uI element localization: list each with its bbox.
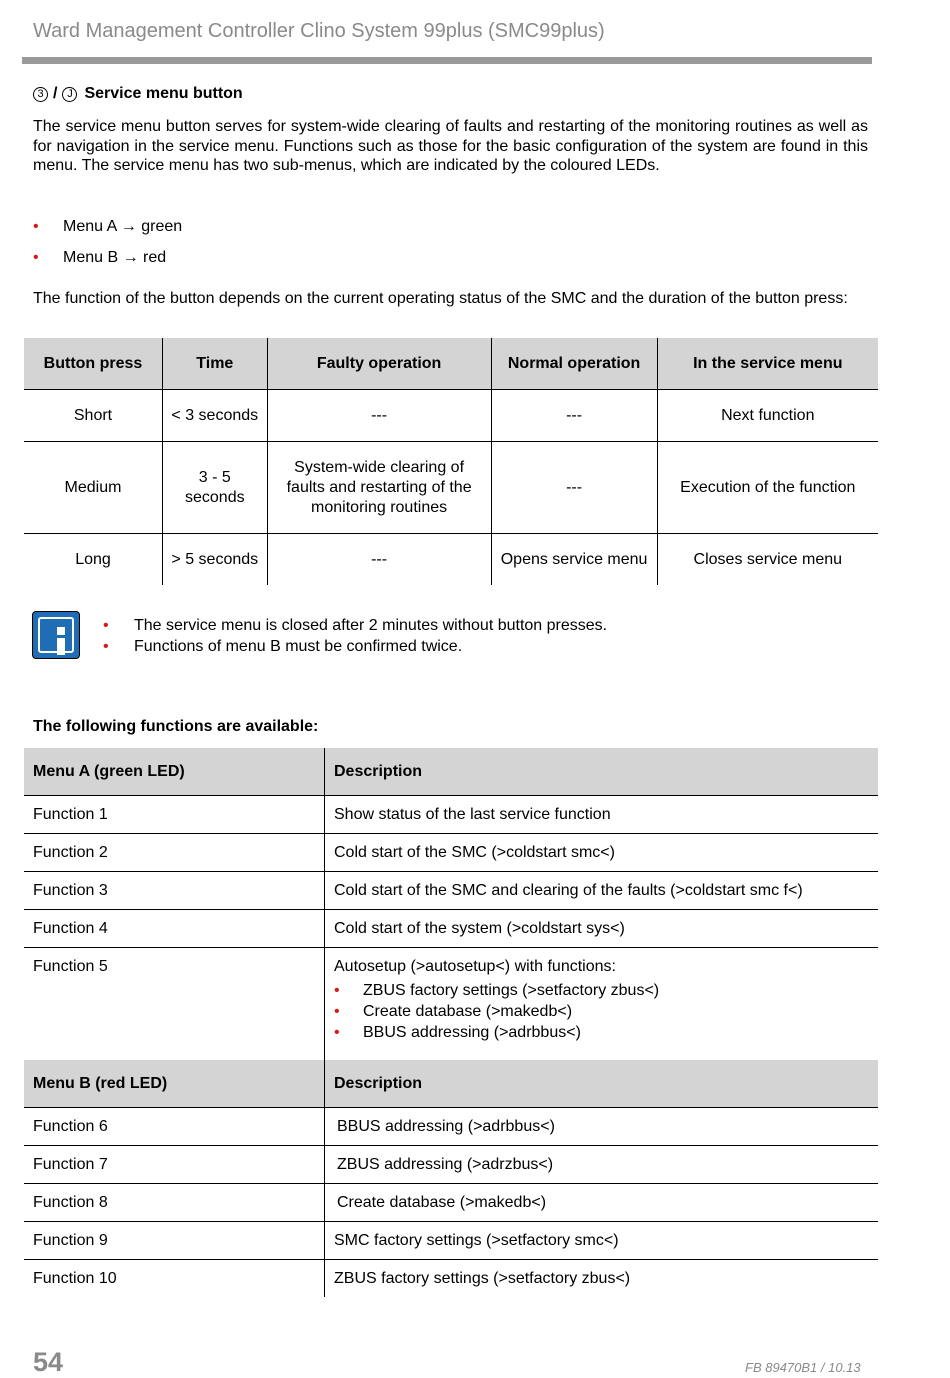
menu-b-bullet: • Menu B → red [33, 248, 182, 279]
function-description: BBUS addressing (>adrbbus<) [325, 1108, 879, 1146]
menu-a-bullet: • Menu A → green [33, 217, 182, 248]
header-service-menu: In the service menu [657, 338, 878, 390]
cell: Next function [657, 390, 878, 442]
cell: < 3 seconds [163, 390, 268, 442]
cell: 3 - 5 seconds [163, 442, 268, 534]
info-icon [32, 611, 80, 659]
table-row [24, 1108, 878, 1146]
table-header-row [24, 338, 878, 390]
header-time: Time [163, 338, 268, 390]
circled-marker-j: J [62, 87, 77, 102]
function-name: Function 1 [24, 796, 325, 834]
functions-table [24, 748, 878, 1297]
function-name: Function 8 [24, 1184, 325, 1222]
table-row [24, 1260, 878, 1298]
page-number: 54 [33, 1347, 64, 1377]
function-name: Function 2 [24, 834, 325, 872]
function-name: Function 10 [24, 1260, 325, 1298]
autosetup-description: Autosetup (>autosetup<) with functions: [334, 958, 616, 975]
function-name: Function 3 [24, 872, 325, 910]
header-faulty-operation: Faulty operation [267, 338, 491, 390]
function-paragraph: The function of the button depends on the current operating status of the SMC and the duration of the button press: [33, 290, 848, 307]
table-row [24, 534, 878, 586]
function-name: Function 5 [24, 948, 325, 1061]
cell: > 5 seconds [163, 534, 268, 586]
cell: Opens service menu [491, 534, 657, 586]
menu-b-header-row [24, 1060, 878, 1108]
cell: Closes service menu [657, 534, 878, 586]
menu-b-header: Menu B (red LED) [24, 1060, 325, 1108]
cell: Short [24, 390, 163, 442]
cell: Execution of the function [657, 442, 878, 534]
document-reference: FB 89470B1 / 10.13 [745, 1360, 861, 1375]
info-note: • The service menu is closed after 2 minutes without button presses. [103, 616, 607, 637]
intro-paragraph: The service menu button serves for system-wide clearing of faults and restarting of the monitoring routines as well as for navigation in the service menu. Functions such as those for the basic configuration of the system are found in this menu. The service menu has two sub-menus, which are indicated by the coloured LEDs. [33, 118, 868, 174]
header-button-press: Button press [24, 338, 163, 390]
description-header: Description [325, 748, 879, 796]
functions-title: The following functions are available: [33, 718, 319, 735]
marker-separator: / [53, 85, 58, 102]
info-note-list [103, 616, 607, 658]
header-divider [22, 57, 872, 64]
section-title [33, 85, 243, 103]
table-row [24, 442, 878, 534]
function-description: ZBUS factory settings (>setfactory zbus<) [325, 1260, 879, 1298]
cell: Medium [24, 442, 163, 534]
section-title-text: Service menu button [84, 85, 243, 102]
table-row [24, 1222, 878, 1260]
function-description: Cold start of the SMC (>coldstart smc<) [325, 834, 879, 872]
function-description: Cold start of the SMC and clearing of the faults (>coldstart smc f<) [325, 872, 879, 910]
function-name: Function 7 [24, 1146, 325, 1184]
button-press-table [24, 338, 878, 585]
list-item: • BBUS addressing (>adrbbus<) [334, 1022, 869, 1043]
cell: --- [491, 442, 657, 534]
table-row [24, 390, 878, 442]
list-item: • Create database (>makedb<) [334, 1001, 869, 1022]
menu-bullet-list [33, 217, 182, 279]
function-description: Cold start of the system (>coldstart sys<) [325, 910, 879, 948]
function-description [325, 948, 879, 1061]
table-row [24, 948, 878, 1061]
cell: --- [491, 390, 657, 442]
cell: --- [267, 534, 491, 586]
header-normal-operation: Normal operation [491, 338, 657, 390]
info-note: • Functions of menu B must be confirmed twice. [103, 637, 607, 658]
menu-a-header-row [24, 748, 878, 796]
function-description: Create database (>makedb<) [325, 1184, 879, 1222]
cell: System-wide clearing of faults and restarting of the monitoring routines [267, 442, 491, 534]
function-description: Show status of the last service function [325, 796, 879, 834]
document-header: Ward Management Controller Clino System 99plus (SMC99plus) [33, 20, 605, 42]
table-row [24, 910, 878, 948]
function-description: SMC factory settings (>setfactory smc<) [325, 1222, 879, 1260]
cell: --- [267, 390, 491, 442]
circled-marker-3: 3 [33, 87, 48, 102]
table-row [24, 796, 878, 834]
menu-a-header: Menu A (green LED) [24, 748, 325, 796]
table-row [24, 1146, 878, 1184]
function-name: Function 4 [24, 910, 325, 948]
function-description: ZBUS addressing (>adrzbus<) [325, 1146, 879, 1184]
table-row [24, 872, 878, 910]
description-header: Description [325, 1060, 879, 1108]
cell: Long [24, 534, 163, 586]
list-item: • ZBUS factory settings (>setfactory zbus<) [334, 980, 869, 1001]
function-name: Function 6 [24, 1108, 325, 1146]
function-name: Function 9 [24, 1222, 325, 1260]
autosetup-sublist [334, 980, 869, 1043]
table-row [24, 834, 878, 872]
table-row [24, 1184, 878, 1222]
